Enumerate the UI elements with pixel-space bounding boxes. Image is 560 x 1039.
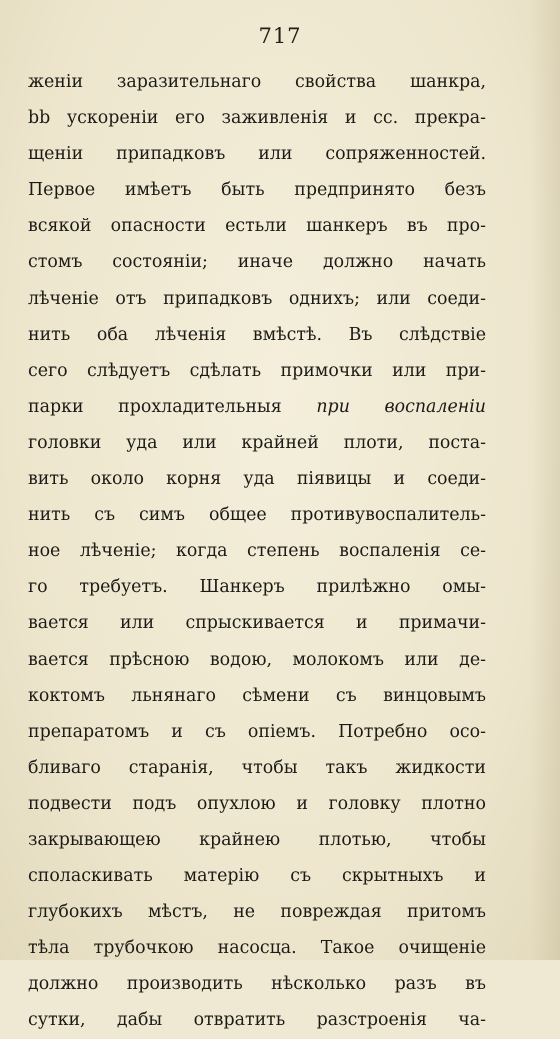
- page-edge-shadow: [530, 0, 560, 960]
- text-line: [28, 678, 486, 714]
- text-line: [28, 642, 486, 678]
- text-line-content: споласкивать матерію съ скрытныхъ и: [28, 866, 486, 887]
- text-line-content: Первое имѣетъ быть предпринято безъ: [28, 180, 486, 201]
- body-text: [28, 64, 486, 1039]
- text-line-content: го требуетъ. Шанкеръ прилѣжно омы-: [28, 577, 486, 598]
- text-line-content: коктомъ льнянаго сѣмени съ винцовымъ: [28, 685, 486, 706]
- text-line-content: сутки, дабы отвратить разстроенія ча-: [28, 1010, 486, 1031]
- text-line: [28, 894, 486, 930]
- text-line: [28, 317, 486, 353]
- text-line: [28, 208, 486, 244]
- text-line: [28, 64, 486, 100]
- text-line-content: парки прохладительныя: [28, 396, 317, 417]
- text-line-content: тѣла трубочкою насосца. Такое очищеніе: [28, 938, 486, 959]
- text-line: [28, 425, 486, 461]
- text-line: [28, 389, 486, 425]
- text-line: [28, 750, 486, 786]
- text-line: [28, 966, 486, 1002]
- text-line: [28, 136, 486, 172]
- text-line: [28, 281, 486, 317]
- text-line-content: лѣченіе отъ припадковъ однихъ; или соеди-: [28, 288, 486, 309]
- text-line: [28, 353, 486, 389]
- text-line-content: головки уда или крайней плоти, поста-: [28, 432, 486, 453]
- text-line-content: препаратомъ и съ опіемъ. Потребно осо-: [28, 721, 486, 742]
- text-line: [28, 100, 486, 136]
- text-line: [28, 605, 486, 641]
- text-line: [28, 822, 486, 858]
- text-line-content: глубокихъ мѣстъ, не повреждая притомъ: [28, 902, 486, 923]
- text-line-content: бливаго старанія, чтобы такъ жидкости: [28, 757, 486, 778]
- text-line-content: сего слѣдуетъ сдѣлать примочки или при-: [28, 360, 486, 381]
- text-line: [28, 172, 486, 208]
- text-line-content: стомъ состояніи; иначе должно начать: [28, 252, 486, 273]
- text-line-content: подвести подъ опухлою и головку плотно: [28, 793, 486, 814]
- text-line-content: вается прѣсною водою, молокомъ или де-: [28, 649, 486, 670]
- text-line-content: нить оба лѣченія вмѣстѣ. Въ слѣдствіе: [28, 324, 486, 345]
- page-number: 717: [258, 24, 302, 48]
- text-line: [28, 497, 486, 533]
- text-line: [28, 786, 486, 822]
- text-line: [28, 533, 486, 569]
- text-line-content: закрывающею крайнею плотью, чтобы: [28, 829, 486, 850]
- text-line: [28, 461, 486, 497]
- text-line-content: нить съ симъ общее противувоспалитель-: [28, 505, 486, 526]
- text-line: [28, 714, 486, 750]
- text-line-content: всякой опасности естьли шанкеръ въ про-: [28, 216, 486, 237]
- text-line-content: щеніи припадковъ или сопряженностей.: [28, 144, 486, 165]
- text-line: [28, 569, 486, 605]
- text-line-content: ное лѣченіе; когда степень воспаленія се-: [28, 541, 486, 562]
- text-line: [28, 244, 486, 280]
- text-line: [28, 858, 486, 894]
- italic-phrase: при воспаленіи: [316, 396, 487, 417]
- text-line-content: женіи заразительнаго свойства шанкра,: [28, 72, 486, 92]
- text-line: [28, 930, 486, 966]
- text-line-content: вается или спрыскивается и примачи-: [28, 613, 486, 634]
- text-line: [28, 1002, 486, 1038]
- text-line-content: должно производить нѣсколько разъ въ: [28, 974, 486, 995]
- text-line-content: bb ускореніи его заживленія и cc. прекра-: [28, 108, 486, 129]
- text-line-content: вить около корня уда піявицы и соеди-: [28, 469, 486, 490]
